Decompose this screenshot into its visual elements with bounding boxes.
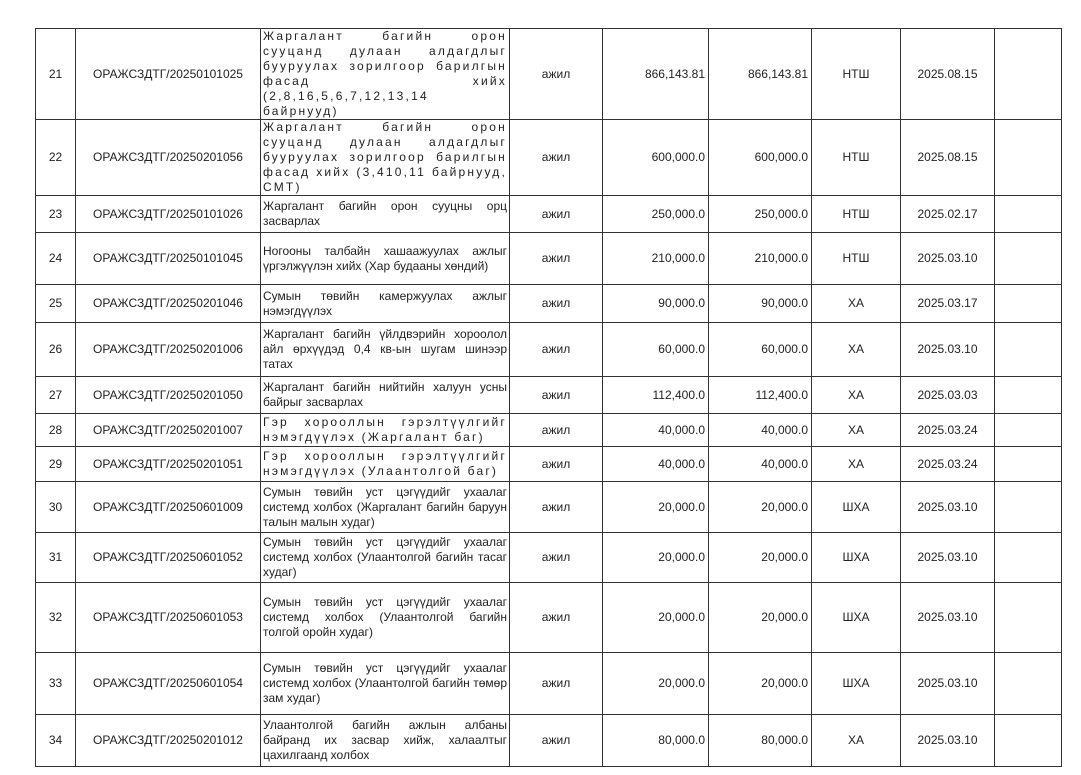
work-description: Жаргалант багийн орон сууцанд дулаан алдагдлыг бууруулах зорилгоор барилгын фасад хийх (2,8,16,5,6,7,12,13,14 байрнууд) bbox=[261, 29, 510, 120]
budget-amount: 20,000.0 bbox=[709, 482, 812, 533]
procurement-code: ОРАЖСЗДТГ/20250201006 bbox=[76, 323, 261, 377]
work-description: Ногооны талбайн хашаажуулах ажлыг үргэлжүүлэн хийх (Хар будааны хөндий) bbox=[261, 233, 510, 285]
start-date: 2025.08.15 bbox=[901, 120, 995, 196]
funding-source: ХА bbox=[812, 414, 901, 447]
budget-amount: 60,000.0 bbox=[709, 323, 812, 377]
table-row bbox=[36, 196, 1062, 233]
procurement-type: ажил bbox=[510, 414, 603, 447]
note-cell bbox=[995, 653, 1062, 715]
funding-source: НТШ bbox=[812, 120, 901, 196]
note-cell bbox=[995, 285, 1062, 323]
funding-source: НТШ bbox=[812, 196, 901, 233]
work-description: Гэр хорооллын гэрэлтүүлгийг нэмэгдүүлэх (Жаргалант баг) bbox=[261, 414, 510, 447]
planned-amount: 40,000.0 bbox=[603, 447, 709, 482]
planned-amount: 866,143.81 bbox=[603, 29, 709, 120]
work-description: Жаргалант багийн орон сууцны орц засварлах bbox=[261, 196, 510, 233]
budget-amount: 20,000.0 bbox=[709, 533, 812, 583]
table-row bbox=[36, 447, 1062, 482]
budget-amount: 40,000.0 bbox=[709, 414, 812, 447]
start-date: 2025.03.10 bbox=[901, 533, 995, 583]
start-date: 2025.03.24 bbox=[901, 414, 995, 447]
start-date: 2025.03.10 bbox=[901, 482, 995, 533]
procurement-type: ажил bbox=[510, 29, 603, 120]
note-cell bbox=[995, 29, 1062, 120]
procurement-type: ажил bbox=[510, 715, 603, 767]
planned-amount: 80,000.0 bbox=[603, 715, 709, 767]
note-cell bbox=[995, 414, 1062, 447]
table-row bbox=[36, 377, 1062, 414]
planned-amount: 20,000.0 bbox=[603, 583, 709, 653]
table-body bbox=[36, 29, 1062, 767]
procurement-code: ОРАЖСЗДТГ/20250201056 bbox=[76, 120, 261, 196]
note-cell bbox=[995, 583, 1062, 653]
start-date: 2025.02.17 bbox=[901, 196, 995, 233]
funding-source: ХА bbox=[812, 447, 901, 482]
planned-amount: 40,000.0 bbox=[603, 414, 709, 447]
table-row bbox=[36, 323, 1062, 377]
procurement-code: ОРАЖСЗДТГ/20250601054 bbox=[76, 653, 261, 715]
table-row bbox=[36, 715, 1062, 767]
start-date: 2025.03.10 bbox=[901, 653, 995, 715]
start-date: 2025.03.17 bbox=[901, 285, 995, 323]
start-date: 2025.08.15 bbox=[901, 29, 995, 120]
procurement-code: ОРАЖСЗДТГ/20250201050 bbox=[76, 377, 261, 414]
procurement-code: ОРАЖСЗДТГ/20250201012 bbox=[76, 715, 261, 767]
procurement-type: ажил bbox=[510, 533, 603, 583]
procurement-code: ОРАЖСЗДТГ/20250201046 bbox=[76, 285, 261, 323]
work-description: Улаантолгой багийн ажлын албаны байранд их засвар хийж, халаалтыг цахилгаанд холбох bbox=[261, 715, 510, 767]
funding-source: ШХА bbox=[812, 482, 901, 533]
funding-source: НТШ bbox=[812, 29, 901, 120]
funding-source: ХА bbox=[812, 715, 901, 767]
budget-amount: 112,400.0 bbox=[709, 377, 812, 414]
note-cell bbox=[995, 120, 1062, 196]
procurement-type: ажил bbox=[510, 323, 603, 377]
table-row bbox=[36, 120, 1062, 196]
note-cell bbox=[995, 447, 1062, 482]
procurement-code: ОРАЖСЗДТГ/20250601009 bbox=[76, 482, 261, 533]
budget-amount: 40,000.0 bbox=[709, 447, 812, 482]
work-description: Жаргалант багийн нийтийн халуун усны байрыг засварлах bbox=[261, 377, 510, 414]
planned-amount: 600,000.0 bbox=[603, 120, 709, 196]
note-cell bbox=[995, 233, 1062, 285]
budget-amount: 250,000.0 bbox=[709, 196, 812, 233]
funding-source: ХА bbox=[812, 323, 901, 377]
procurement-type: ажил bbox=[510, 233, 603, 285]
procurement-type: ажил bbox=[510, 447, 603, 482]
procurement-type: ажил bbox=[510, 120, 603, 196]
row-number: 25 bbox=[36, 285, 76, 323]
work-description: Сумын төвийн уст цэгүүдийг ухаалаг системд холбох (Улаантолгой багийн тасаг худаг) bbox=[261, 533, 510, 583]
note-cell bbox=[995, 533, 1062, 583]
row-number: 34 bbox=[36, 715, 76, 767]
planned-amount: 20,000.0 bbox=[603, 533, 709, 583]
table-row bbox=[36, 482, 1062, 533]
work-description: Гэр хорооллын гэрэлтүүлгийг нэмэгдүүлэх (Улаантолгой баг) bbox=[261, 447, 510, 482]
work-description: Жаргалант багийн үйлдвэрийн хороолол айл өрхүүдэд 0,4 кв-ын шугам шинээр татах bbox=[261, 323, 510, 377]
start-date: 2025.03.03 bbox=[901, 377, 995, 414]
planned-amount: 210,000.0 bbox=[603, 233, 709, 285]
row-number: 23 bbox=[36, 196, 76, 233]
work-description: Жаргалант багийн орон сууцанд дулаан алдагдлыг бууруулах зорилгоор барилгын фасад хийх (3,410,11 байрнууд, СМТ) bbox=[261, 120, 510, 196]
funding-source: ШХА bbox=[812, 583, 901, 653]
budget-amount: 600,000.0 bbox=[709, 120, 812, 196]
planned-amount: 112,400.0 bbox=[603, 377, 709, 414]
budget-amount: 866,143.81 bbox=[709, 29, 812, 120]
procurement-plan-table bbox=[35, 28, 1062, 767]
budget-amount: 210,000.0 bbox=[709, 233, 812, 285]
start-date: 2025.03.10 bbox=[901, 583, 995, 653]
table-row bbox=[36, 533, 1062, 583]
note-cell bbox=[995, 377, 1062, 414]
procurement-type: ажил bbox=[510, 653, 603, 715]
procurement-type: ажил bbox=[510, 196, 603, 233]
work-description: Сумын төвийн камержуулах ажлыг нэмэгдүүлэх bbox=[261, 285, 510, 323]
row-number: 33 bbox=[36, 653, 76, 715]
start-date: 2025.03.24 bbox=[901, 447, 995, 482]
budget-amount: 20,000.0 bbox=[709, 583, 812, 653]
work-description: Сумын төвийн уст цэгүүдийг ухаалаг системд холбох (Улаантолгой багийн толгой оройн худаг) bbox=[261, 583, 510, 653]
start-date: 2025.03.10 bbox=[901, 323, 995, 377]
note-cell bbox=[995, 482, 1062, 533]
note-cell bbox=[995, 323, 1062, 377]
start-date: 2025.03.10 bbox=[901, 715, 995, 767]
procurement-code: ОРАЖСЗДТГ/20250601052 bbox=[76, 533, 261, 583]
table-row bbox=[36, 29, 1062, 120]
planned-amount: 60,000.0 bbox=[603, 323, 709, 377]
procurement-type: ажил bbox=[510, 377, 603, 414]
procurement-type: ажил bbox=[510, 583, 603, 653]
planned-amount: 20,000.0 bbox=[603, 653, 709, 715]
row-number: 31 bbox=[36, 533, 76, 583]
funding-source: НТШ bbox=[812, 233, 901, 285]
table-row bbox=[36, 233, 1062, 285]
funding-source: ШХА bbox=[812, 533, 901, 583]
note-cell bbox=[995, 196, 1062, 233]
table-row bbox=[36, 414, 1062, 447]
start-date: 2025.03.10 bbox=[901, 233, 995, 285]
funding-source: ШХА bbox=[812, 653, 901, 715]
budget-amount: 20,000.0 bbox=[709, 653, 812, 715]
row-number: 29 bbox=[36, 447, 76, 482]
procurement-type: ажил bbox=[510, 482, 603, 533]
planned-amount: 20,000.0 bbox=[603, 482, 709, 533]
row-number: 26 bbox=[36, 323, 76, 377]
budget-amount: 80,000.0 bbox=[709, 715, 812, 767]
row-number: 24 bbox=[36, 233, 76, 285]
row-number: 28 bbox=[36, 414, 76, 447]
planned-amount: 250,000.0 bbox=[603, 196, 709, 233]
row-number: 27 bbox=[36, 377, 76, 414]
table-row bbox=[36, 285, 1062, 323]
procurement-code: ОРАЖСЗДТГ/20250201051 bbox=[76, 447, 261, 482]
row-number: 22 bbox=[36, 120, 76, 196]
work-description: Сумын төвийн уст цэгүүдийг ухаалаг системд холбох (Жаргалант багийн баруун талын малын худаг) bbox=[261, 482, 510, 533]
budget-amount: 90,000.0 bbox=[709, 285, 812, 323]
row-number: 21 bbox=[36, 29, 76, 120]
row-number: 30 bbox=[36, 482, 76, 533]
table-row bbox=[36, 653, 1062, 715]
procurement-code: ОРАЖСЗДТГ/20250101045 bbox=[76, 233, 261, 285]
procurement-code: ОРАЖСЗДТГ/20250101025 bbox=[76, 29, 261, 120]
table-row bbox=[36, 583, 1062, 653]
procurement-code: ОРАЖСЗДТГ/20250601053 bbox=[76, 583, 261, 653]
note-cell bbox=[995, 715, 1062, 767]
row-number: 32 bbox=[36, 583, 76, 653]
funding-source: ХА bbox=[812, 285, 901, 323]
procurement-code: ОРАЖСЗДТГ/20250101026 bbox=[76, 196, 261, 233]
planned-amount: 90,000.0 bbox=[603, 285, 709, 323]
procurement-type: ажил bbox=[510, 285, 603, 323]
work-description: Сумын төвийн уст цэгүүдийг ухаалаг системд холбох (Улаантолгой багийн төмөр зам худаг) bbox=[261, 653, 510, 715]
procurement-code: ОРАЖСЗДТГ/20250201007 bbox=[76, 414, 261, 447]
funding-source: ХА bbox=[812, 377, 901, 414]
